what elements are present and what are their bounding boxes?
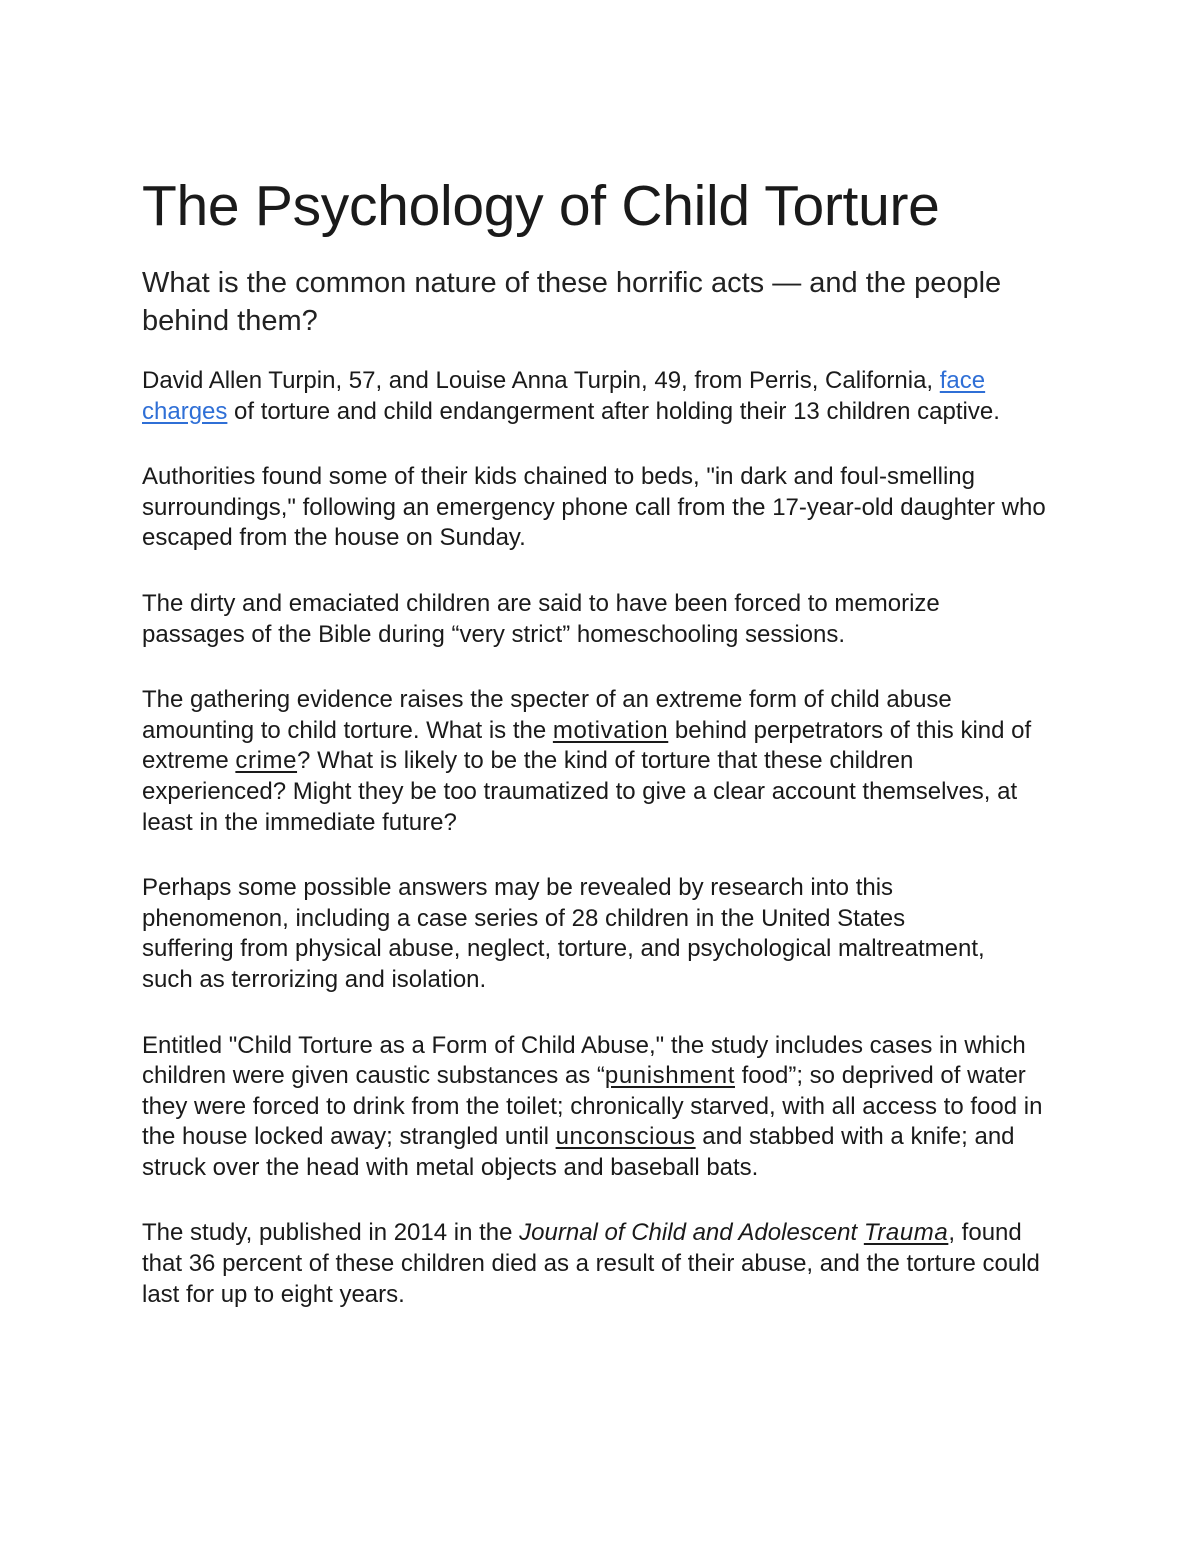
article [142,170,1072,1345]
paragraph-6-text-c: and stabbed with a knife; and struck over the head with metal objects and baseball bats. [142,1123,1015,1181]
punishment-link[interactable]: punishment [604,1062,735,1090]
paragraph-7 [142,1218,1057,1310]
subtitle: What is the common nature of these horrific acts — and the people behind them? [142,267,1002,337]
paragraph-4 [142,685,1057,838]
page-title: The Psychology of Child Torture [142,174,940,238]
crime-link[interactable]: crime [235,747,298,775]
paragraph-4-text-b: behind perpetrators of this kind of extreme [142,716,1032,775]
paragraph-2: Authorities found some of their kids chained to beds, "in dark and foul-smelling surroundings," following an emergency phone call from the 17-year-old daughter who escaped from the house on Sunday. [142,463,1046,552]
trauma-link[interactable]: Trauma [863,1219,949,1247]
paragraph-1 [142,366,1047,427]
paragraph-4-text-a: The gathering evidence raises the specter of an extreme form of child abuse amounting to child torture. What is the [142,686,952,744]
paragraph-6 [142,1031,1057,1184]
paragraph-6-text-a: Entitled "Child Torture as a Form of Child Abuse," the study includes cases in which children were given caustic substances as “ [142,1031,1026,1090]
face-charges-link[interactable]: face charges [142,367,986,425]
motivation-link[interactable]: motivation [552,716,669,744]
paragraph-7-text-b: , found that 36 percent of these children died as a result of their abuse, and the torture could last for up to eight years. [142,1219,1040,1308]
paragraph-7-text-a: The study, published in 2014 in the [142,1219,520,1247]
paragraph-5: Perhaps some possible answers may be revealed by research into this phenomenon, including a case series of 28 children in the United States suffering from physical abuse, neglect, torture, and psychological maltreatment, such as terrorizing and isolation. [142,874,985,993]
paragraph-4-text-c: ? What is likely to be the kind of torture that these children experienced? Might they be too traumatized to give a clear account themselves, at least in the immediate future? [142,747,1018,836]
unconscious-link[interactable]: unconscious [555,1123,696,1151]
paragraph-1-text-a: David Allen Turpin, 57, and Louise Anna Turpin, 49, from Perris, California, [142,367,940,394]
paragraph-6-text-b: food”; so deprived of water they were forced to drink from the toilet; chronically starved, with all access to food in the house locked away; strangled until [142,1062,1043,1151]
paragraph-3: The dirty and emaciated children are said to have been forced to memorize passages of the Bible during “very strict” homeschooling sessions. [142,589,940,648]
journal-name: Journal of Child and Adolescent [519,1219,864,1247]
paragraph-1-text-b: of torture and child endangerment after holding their 13 children captive. [227,397,1000,425]
